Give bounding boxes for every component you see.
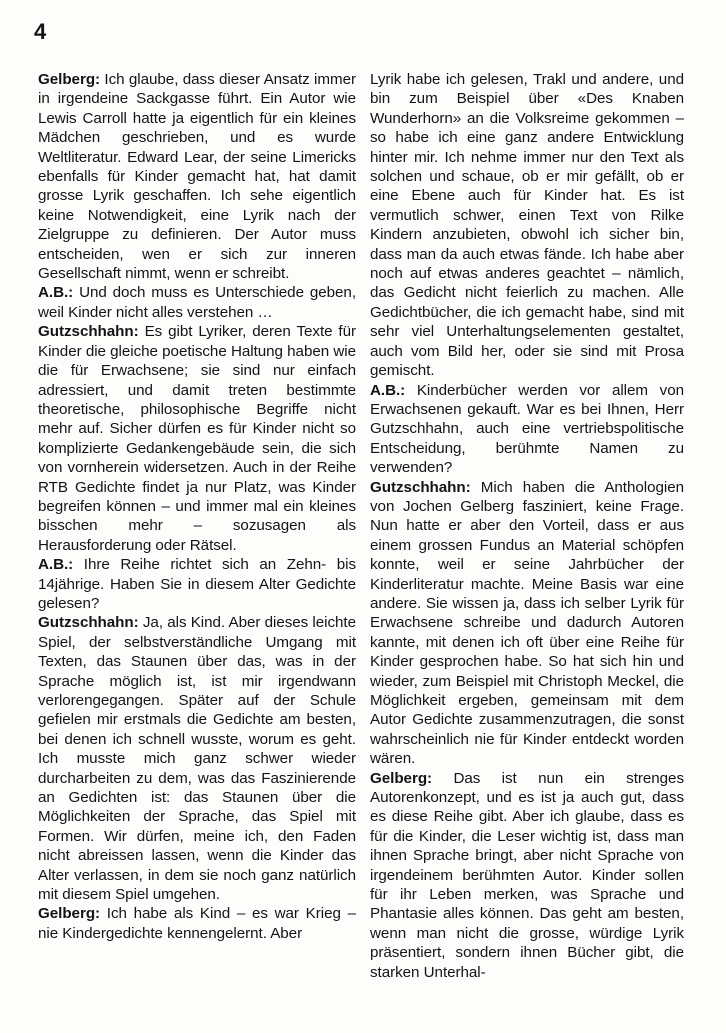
paragraph xyxy=(38,904,356,943)
paragraph-text: Mich haben die Anthologien von Jochen Gelberg fasziniert, keine Frage. Nun hatte er aber den Vorteil, dass er aus einem grossen Fundus an Material schöpfen konnte, weil er seine Jahrbücher der Kinderliteratur machte. Meine Basis war eine andere. Sie wissen ja, dass ich selber Lyrik für Erwachsene schreibe und dadurch Autoren kannte, mit denen ich oft über eine Reihe für Kinder gesprochen habe. So hat sich hin und wieder, zum Beispiel mit Christoph Meckel, die Möglichkeit ergeben, gemeinsam mit dem Autor Gedichte zusammenzutragen, die sonst wahrscheinlich nie für Kinder entdeckt worden wären. xyxy=(370,478,684,768)
page-number: 4 xyxy=(34,19,47,44)
paragraph-text: Ich habe als Kind – es war Krieg – nie Kindergedichte kennengelernt. Aber xyxy=(38,905,356,942)
paragraph xyxy=(38,283,356,322)
paragraph-text: Und doch muss es Unterschiede geben, weil Kinder nicht alles verstehen … xyxy=(38,284,356,321)
paragraph-text: Das ist nun ein strenges Autorenkonzept, und es ist ja auch gut, dass es diese Reihe gibt. Aber ich glaube, dass es für die Kinder, die Leser wichtig ist, dass man ihnen Sprache bringt, aber nicht Sprache von irgendeinem berühmten Autor. Kinder sollen für ihr Leben merken, was Sprache und Phantasie alles können. Das geht am besten, wenn man nicht die grosse, würdige Lyrik präsentiert, sondern ihnen Bücher gibt, die starken Unterhal- xyxy=(370,769,684,981)
speaker-label: Gutzschhahn: xyxy=(370,478,471,496)
paragraph xyxy=(38,322,356,555)
speaker-label: Gelberg: xyxy=(38,905,101,923)
paragraph xyxy=(38,70,356,283)
paragraph xyxy=(370,381,684,478)
speaker-label: Gelberg: xyxy=(370,769,433,787)
right-column xyxy=(370,70,684,982)
paragraph-text: Lyrik habe ich gelesen, Trakl und andere, und bin zum Beispiel über «Des Knaben Wunderhorn» an die Volksreime gekommen – so habe ich eine ganz andere Entwicklung hinter mir. Ich nehme immer nur den Text als solchen und schaue, ob er mir gefällt, ob er eine Ebene auch für Kinder hat. Es ist vermutlich schwer, einen Text von Rilke Kindern anzubieten, obwohl ich sicher bin, dass man da auch etwas fände. Ich habe aber noch auf etwas anderes geachtet – nämlich, das Gedicht nicht feierlich zu machen. Alle Gedichtbücher, die ich gemacht habe, sind mit sehr viel Unterhaltungselementen gestaltet, auch vom Bild her, oder sie sind mit Prosa gemischt. xyxy=(370,71,684,380)
paragraph xyxy=(370,478,684,769)
speaker-label: Gutzschhahn: xyxy=(38,323,139,341)
paragraph xyxy=(38,555,356,613)
paragraph-text: Ja, als Kind. Aber dieses leichte Spiel, der selbstverständliche Umgang mit Texten, das Staunen über das, was in der Sprache möglich ist, ist mir irgendwann verlorengegangen. Später auf der Schule gefielen mir erstmals die Gedichte am besten, bei denen ich schnell wusste, worum es geht. Ich musste mich ganz schwer wieder durcharbeiten zu dem, was das Faszinierende an Gedichten ist: das Staunen über die Möglichkeiten der Sprache, das Spiel mit Formen. Wir dürfen, meine ich, den Faden nicht abreissen lassen, wenn die Kinder das Alter verlassen, in dem sie noch ganz natürlich mit diesem Spiel umgehen. xyxy=(38,614,356,904)
paragraph-text: Ihre Reihe richtet sich an Zehn- bis 14jährige. Haben Sie in diesem Alter Gedichte gelesen? xyxy=(38,556,356,612)
paragraph xyxy=(370,70,684,381)
paragraph-text: Es gibt Lyriker, deren Texte für Kinder die gleiche poetische Haltung haben wie die für Erwachsene; sie sind nur einfach adressiert, und damit treten bestimmte theoretische, philosophische Begriffe nicht mehr auf. Sicher dürfen es für Kinder nicht so komplizierte Gedankengebäude sein, die sich von vornherein widersetzen. Auch in der Reihe RTB Gedichte findet ja nur Platz, was Kinder begreifen können – und immer mal ein kleines bisschen mehr – sozusagen als Herausforderung oder Rätsel. xyxy=(38,323,356,554)
speaker-label: Gutzschhahn: xyxy=(38,614,139,632)
speaker-label: A.B.: xyxy=(38,284,74,302)
speaker-label: A.B.: xyxy=(38,556,74,574)
left-column xyxy=(38,70,356,943)
paragraph-text: Kinderbücher werden vor allem von Erwachsenen gekauft. War es bei Ihnen, Herr Gutzschhahn, auch eine vertriebspolitische Entscheidung, berühmte Namen zu verwenden? xyxy=(370,381,684,477)
speaker-label: Gelberg: xyxy=(38,71,101,88)
speaker-label: A.B.: xyxy=(370,381,406,399)
paragraph-text: Ich glaube, dass dieser Ansatz immer in irgendeine Sackgasse führt. Ein Autor wie Lewis Carroll hatte ja eigentlich für ein kleines Mädchen geschrieben, und es wurde Weltliteratur. Edward Lear, der seine Limericks ebenfalls für Kinder gemacht hat, hat damit grosse Lyrik geschaffen. Ich sehe eigentlich keine Notwendigkeit, eine Lyrik nach der Zielgruppe zu definieren. Der Autor muss entscheiden, wen er sich zur inneren Gesellschaft nimmt, wenn er schreibt. xyxy=(38,71,356,283)
paragraph xyxy=(38,613,356,904)
paragraph xyxy=(370,769,684,982)
